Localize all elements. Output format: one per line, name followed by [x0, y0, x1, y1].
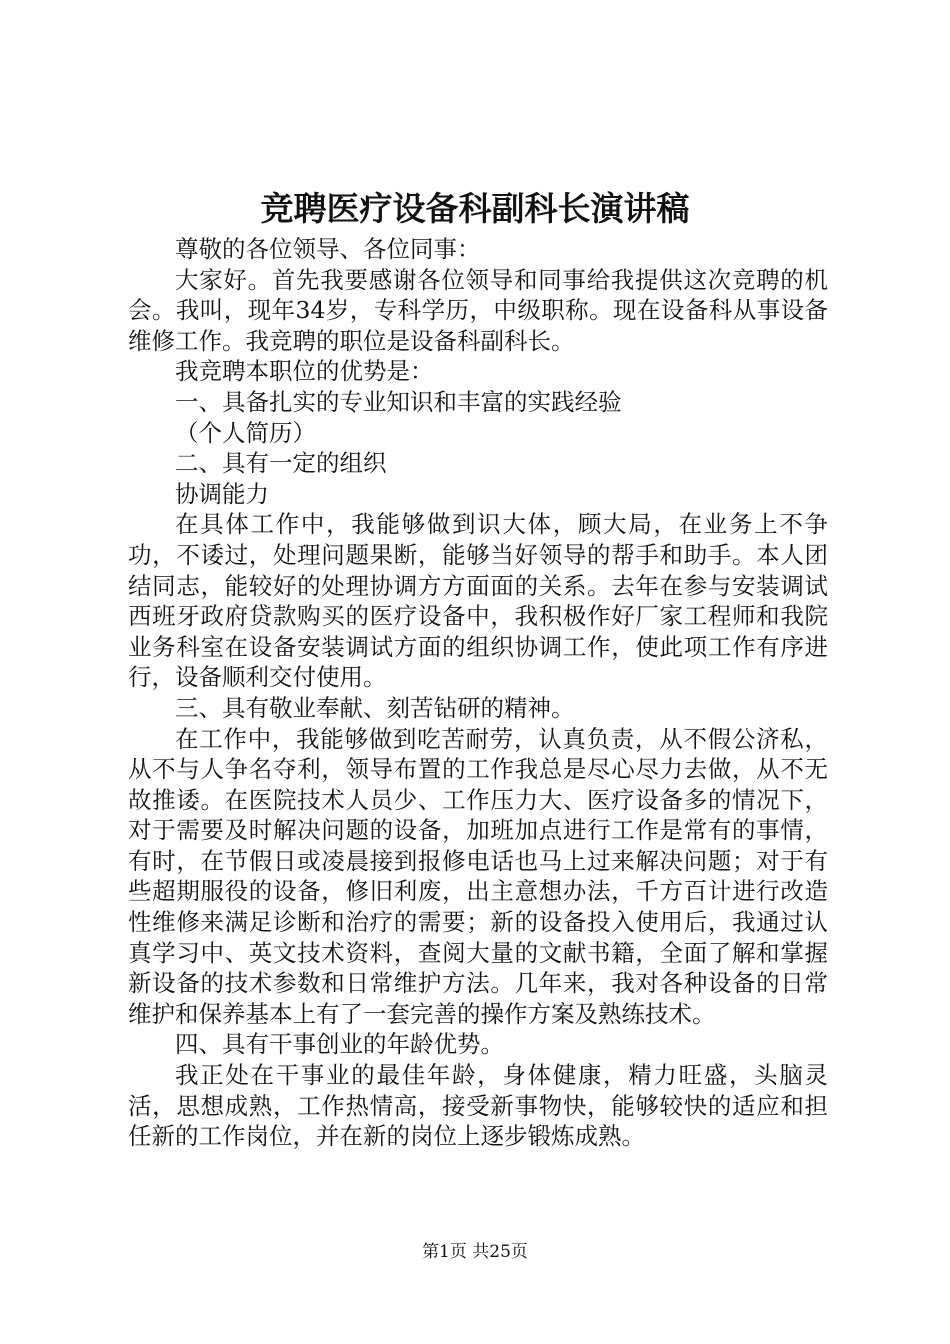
paragraph-advantage-2-body: 在具体工作中，我能够做到识大体，顾大局，在业务上不争功，不诿过，处理问题果断，能够当好领导的帮手和助手。本人团结同志，能较好的处理协调方方面面的关系。去年在参与安装调试西班牙政府贷款购买的医疗设备中，我积极作好厂家工程师和我院业务科室在设备安装调试方面的组织协调工作，使此项工作有序进行，设备顺利交付使用。: [128, 510, 828, 692]
paragraph-advantage-4-body: 我正处在干事业的最佳年龄，身体健康，精力旺盛，头脑灵活，思想成熟，工作热情高，接受新事物快，能够较快的适应和担任新的工作岗位，并在新的岗位上逐步锻炼成熟。: [128, 1061, 828, 1151]
heading-advantage-1: 一、具备扎实的专业知识和丰富的实践经验: [175, 387, 622, 416]
paragraph-resume-note: （个人简历）: [175, 418, 316, 447]
document-body: [128, 234, 828, 1152]
heading-advantage-3: 三、具有敬业奉献、刻苦钻研的精神。: [175, 693, 575, 722]
heading-advantage-4: 四、具有干事创业的年龄优势。: [175, 1030, 504, 1059]
heading-advantage-2-cont: 协调能力: [175, 479, 269, 508]
heading-advantage-2: 二、具有一定的组织: [175, 449, 387, 478]
paragraph-advantages-lead: 我竞聘本职位的优势是：: [175, 357, 434, 386]
paragraph-salutation: 尊敬的各位领导、各位同事：: [175, 235, 481, 263]
page-footer: 第1页 共25页: [422, 1242, 528, 1262]
document-title: 竞聘医疗设备科副科长演讲稿: [260, 189, 690, 228]
paragraph-advantage-3-body: 在工作中，我能够做到吃苦耐劳，认真负责，从不假公济私，从不与人争名夺利，领导布置的工作我总是尽心尽力去做，从不无故推诿。在医院技术人员少、工作压力大、医疗设备多的情况下，对于需要及时解决问题的设备，加班加点进行工作是常有的事情，有时，在节假日或凌晨接到报修电话也马上过来解决问题；对于有些超期服役的设备，修旧利废，出主意想办法，千方百计进行改造性维修来满足诊断和治疗的需要；新的设备投入使用后，我通过认真学习中、英文技术资料，查阅大量的文献书籍，全面了解和掌握新设备的技术参数和日常维护方法。几年来，我对各种设备的日常维护和保养基本上有了一套完善的操作方案及熟练技术。: [128, 724, 828, 1028]
paragraph-intro: 大家好。首先我要感谢各位领导和同事给我提供这次竞聘的机会。我叫，现年34岁，专科学历，中级职称。现在设备科从事设备维修工作。我竞聘的职位是设备科副科长。: [128, 265, 828, 355]
